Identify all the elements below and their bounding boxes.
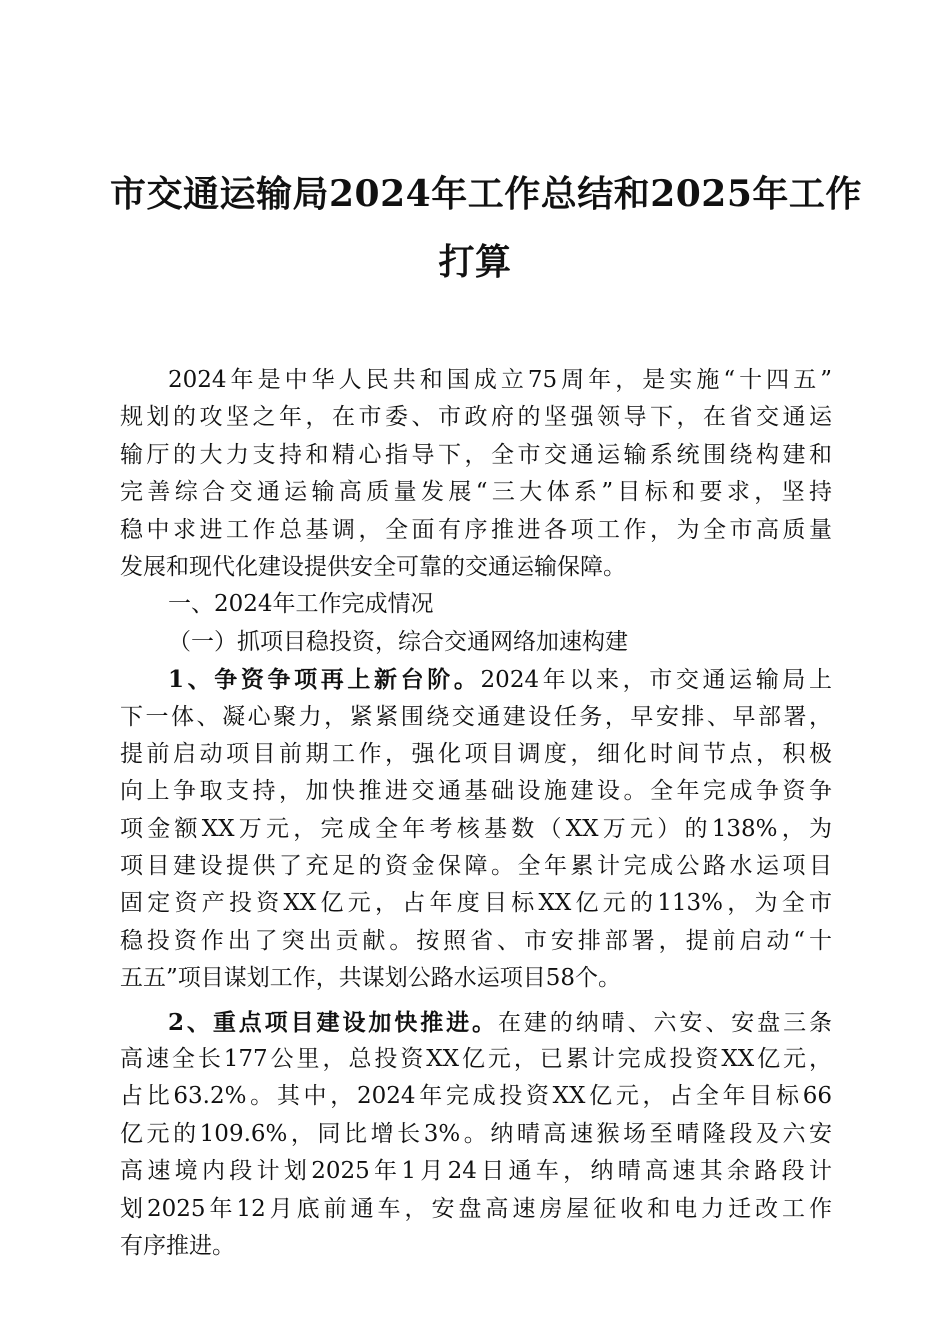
para2-line: 划2025年12月底前通车，安盘高速房屋征收和电力迁改工作 [120,1195,832,1222]
para1-lead: 1、争资争项再上新台阶。 [168,666,481,694]
intro-line: 完善综合交通运输高质量发展“三大体系”目标和要求，坚持 [120,479,832,506]
para1-line: 固定资产投资XX亿元，占年度目标XX亿元的113%，为全市 [120,890,832,917]
section-heading: 一、2024年工作完成情况 [168,591,434,618]
para2-line: 有序推进。 [120,1232,235,1259]
para1-line: 项目建设提供了充足的资金保障。全年累计完成公路水运项目 [120,853,832,880]
subsection-heading: （一）抓项目稳投资，综合交通网络加速构建 [168,628,628,655]
document-title-line-1: 市交通运输局2024年工作总结和2025年工作 [110,173,862,215]
para1-line: 项金额XX万元，完成全年考核基数（XX万元）的138%，为 [120,815,832,842]
para1-line: 提前启动项目前期工作，强化项目调度，细化时间节点，积极 [120,740,832,767]
para1-line: 稳投资作出了突出贡献。按照省、市安排部署，提前启动“十 [120,927,832,954]
para2-line: 高速境内段计划2025年1月24日通车，纳晴高速其余路段计 [120,1158,832,1185]
para1-line: 下一体、凝心聚力，紧紧围绕交通建设任务，早安排、早部署， [120,703,832,730]
para1-first-rest: 2024年以来，市交通运输局上 [480,667,832,694]
document-title-line-2: 打算 [438,241,512,283]
intro-line: 稳中求进工作总基调，全面有序推进各项工作，为全市高质量 [120,516,832,543]
intro-line: 发展和现代化建设提供安全可靠的交通运输保障。 [120,553,626,580]
para1-first-line [120,661,832,698]
para2-line: 亿元的109.6%，同比增长3%。纳晴高速猴场至晴隆段及六安 [120,1120,832,1147]
para2-first-line [120,1004,832,1041]
intro-line: 规划的攻坚之年，在市委、市政府的坚强领导下，在省交通运 [120,404,832,431]
intro-line: 输厅的大力支持和精心指导下，全市交通运输系统围绕构建和 [120,441,832,468]
para2-lead: 2、重点项目建设加快推进。 [168,1008,498,1036]
para2-line: 占比63.2%。其中，2024年完成投资XX亿元，占全年目标66 [120,1083,832,1110]
para1-line: 五五”项目谋划工作，共谋划公路水运项目58个。 [120,965,622,992]
para1-line: 向上争取支持，加快推进交通基础设施建设。全年完成争资争 [120,778,832,805]
intro-line: 2024年是中华人民共和国成立75周年，是实施“十四五” [168,367,832,393]
para2-first-rest: 在建的纳晴、六安、安盘三条 [497,1009,833,1036]
para2-line: 高速全长177公里，总投资XX亿元，已累计完成投资XX亿元， [120,1046,832,1073]
document-body [120,362,832,1265]
